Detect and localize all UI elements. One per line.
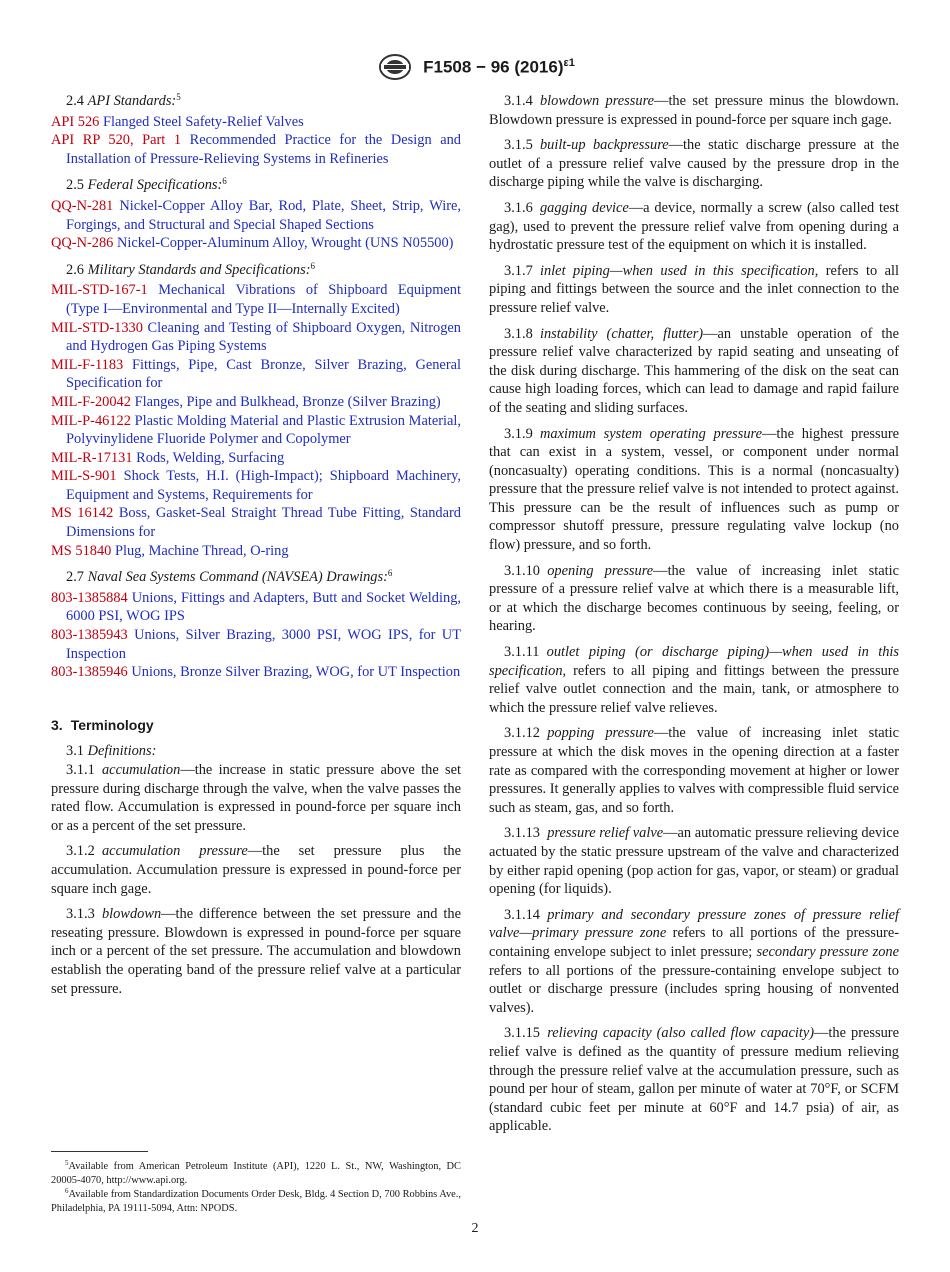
reference-title: Plastic Molding Material and Plastic Extrusion Material, Polyvinylidene Fluoride Polymer and Copolymer (66, 412, 461, 448)
astm-logo-icon (375, 52, 415, 82)
section-title: Military Standards and Specifications: (87, 261, 311, 278)
section-heading (66, 176, 461, 195)
terminology-number: 3. (51, 716, 63, 733)
reference-code: MIL-STD-1330 (51, 319, 143, 336)
definition-term: popping pressure (547, 725, 654, 742)
section-title: Federal Specifications: (87, 177, 223, 194)
definition-number: 3.1.12 (504, 725, 540, 742)
definition-text: —the value of increasing inlet static pressure of a pressure relief valve at which there is a measurable lift, or at which the discharge becomes continuous by seeing, feeling, or hearing. (489, 562, 899, 635)
definition-text: —the highest pressure that can exist in a system, vessel, or component under normal (noncasualty) operating conditions. This is a normal (noncasualty) pressure that the pressure relief valve is not intended to protect against. This pressure can be the result of influences such as pump or compressor shutoff pressure, pressure regulating valve lockup (no flow) pressure, and so forth. (489, 425, 900, 554)
definition-term: gagging device (539, 199, 629, 216)
definition-text: —an unstable operation of the pressure relief valve characterized by rapid seating and unseating of the disk during discharge. This hammering of the disk on the seat can cause high loading forces, which can lead to damage and rapid failure of the seating and sliding surfaces. (489, 325, 900, 416)
spacer (51, 168, 461, 176)
reference-item (51, 589, 461, 626)
definition-number: 3.1.13 (504, 825, 540, 842)
section-number: 2.5 (66, 177, 84, 194)
reference-code: MIL-F-20042 (51, 393, 131, 410)
definition-term: secondary pressure zone (756, 943, 899, 960)
spacer (51, 682, 461, 690)
footnote-ref: 5 (176, 92, 181, 102)
page-header (0, 52, 950, 82)
definition-text: —the value of increasing inlet static pressure at which the disk moves in the opening direction at a faster rate as compared with the corresponding movement at higher or lower pressures. It generally applies to valves with compressible fluid service such as steam, gas, and so forth. (489, 725, 900, 816)
section-number: 2.4 (66, 93, 84, 109)
reference-title: Boss, Gasket-Seal Straight Thread Tube Fitting, Standard Dimensions for (66, 505, 461, 541)
footnotes (51, 1160, 461, 1216)
reference-item (51, 449, 461, 468)
definition-paragraph (489, 199, 899, 255)
definition-text: refers to all portions of the pressure-containing envelope subject to outlet or discharge pressure (includes spring housing of nonvented valves). (489, 962, 899, 1016)
definition-term: accumulation pressure (101, 843, 248, 860)
reference-code: QQ-N-281 (51, 197, 114, 214)
reference-item (51, 356, 461, 393)
definition-text: —the increase in static pressure above the set pressure during discharge through the valve, when the valve passes the rated flow. Accumulation is expressed in pound-force per square inch or as a percent of the set pressure. (51, 762, 461, 834)
reference-title: Plug, Machine Thread, O-ring (114, 542, 289, 559)
reference-item (51, 113, 461, 132)
designation: F1508 − 96 $(2016)^{\varepsilon 1}$ (423, 56, 575, 77)
reference-item (51, 542, 461, 561)
definition-text: —the static discharge pressure at the outlet of a pressure relief valve caused by the pressure drop in the discharge piping while the valve is discharging. (489, 137, 899, 191)
definition-number: 3.1.8 (504, 325, 533, 342)
reference-title: Flanged Steel Safety-Relief Valves (102, 113, 304, 130)
reference-title: Fittings, Pipe, Cast Bronze, Silver Brazing, General Specification for (66, 356, 461, 392)
definition-term: primary and secondary pressure zones of pressure relief valve—primary pressure zone (489, 906, 899, 942)
definition-paragraph (489, 425, 899, 555)
reference-item (51, 626, 461, 663)
definition-term: built-up backpressure (539, 137, 669, 154)
definition-term: pressure relief valve (547, 825, 664, 842)
reference-title: Unions, Fittings and Adapters, Butt and Socket Welding, 6000 PSI, WOG IPS (66, 589, 461, 625)
reference-code: 803-1385884 (51, 589, 128, 606)
reference-code: 803-1385946 (51, 664, 128, 681)
reference-code: MIL-S-901 (51, 468, 117, 485)
section-heading (66, 92, 461, 111)
definition-text: , refers to all piping and fittings between the pressure relief valve outlet connection and the main, tank, or atmosphere to which the pressure relief valve relieves. (489, 662, 899, 716)
terminology-heading (51, 716, 461, 735)
definition-paragraph (489, 92, 899, 129)
definition-term: opening pressure (547, 562, 654, 579)
definitions-number: 3.1 (66, 743, 84, 760)
footnote-number: 6 (65, 1187, 69, 1195)
reference-title: Unions, Bronze Silver Brazing, WOG, for UT Inspection (131, 664, 461, 681)
definition-term: blowdown pressure (539, 93, 655, 109)
definition-term: instability (chatter, flutter) (539, 325, 704, 342)
definition-term: blowdown (101, 906, 162, 923)
reference-item (51, 504, 461, 541)
section-heading (66, 261, 461, 280)
definition-text: , refers to all piping and fittings between the source and the inlet connection to the pressure relief valve. (489, 262, 899, 316)
footnote-text: Available from Standardization Documents Order Desk, Bldg. 4 Section D, 700 Robbins Ave., Philadelphia, PA 19111-5094, Attn: NPODS. (51, 1189, 461, 1214)
definition-number: 3.1.10 (504, 562, 540, 579)
reference-code: MS 51840 (51, 542, 112, 559)
definition-paragraph (489, 262, 899, 318)
definition-text: —the set pressure plus the accumulation. Accumulation pressure is expressed in pound-force per square inch gage. (51, 843, 461, 897)
reference-item (51, 393, 461, 412)
definition-number: 3.1.1 (66, 762, 95, 778)
definition-paragraph (51, 905, 461, 998)
footnote-ref: 6 (387, 568, 393, 579)
definition-text: —the difference between the set pressure and the reseating pressure. Blowdown is expressed in pound-force per square inch or a percent of the set pressure. The accumulation and blowdown establish the operating band of the pressure relief valve at a particular set pressure. (51, 906, 461, 997)
reference-item (51, 319, 461, 356)
section-title: Naval Sea Systems Command (NAVSEA) Drawings: (87, 569, 388, 586)
reference-title: Nickel-Copper-Aluminum Alloy, Wrought (UNS N05500) (116, 235, 454, 252)
footnote-ref: 6 (222, 176, 227, 187)
left-column (51, 92, 461, 1005)
section-number: 2.7 (66, 569, 84, 586)
page-number: 2 (471, 1221, 479, 1236)
reference-code: MIL-F-1183 (51, 356, 124, 373)
definition-paragraph (489, 724, 899, 817)
reference-item (51, 131, 461, 168)
reference-title: Cleaning and Testing of Shipboard Oxygen, Nitrogen and Hydrogen Gas Piping Systems (66, 319, 461, 355)
definition-text: —the pressure relief valve is defined as the quantity of pressure medium relieving through the pressure relief valve at the accumulation pressure, such as pound per hour of steam, gallon per minute of water at 70°F, or SCFM (standard cubic feet per minute at 60°F and 14.7 psia) of air, as applicable. (489, 1025, 899, 1135)
section-heading (66, 568, 461, 587)
reference-code: MS 16142 (51, 505, 114, 522)
definition-number: 3.1.3 (66, 906, 95, 923)
definition-number: 3.1.2 (66, 843, 95, 860)
footnote-rule (51, 1151, 148, 1152)
definition-text: —an automatic pressure relieving device actuated by the static pressure upstream of the valve and characterized by either rapid opening (pop action for gas, vapor, or steam) or gradual opening (for liquids). (489, 825, 899, 898)
definition-paragraph (489, 136, 899, 192)
definition-term: inlet piping—when used in this specification (539, 262, 815, 279)
definition-term: relieving capacity (also called flow capacity) (547, 1025, 815, 1042)
footnote-number: 5 (65, 1159, 69, 1167)
reference-title: Unions, Silver Brazing, 3000 PSI, WOG IPS, for UT Inspection (66, 627, 461, 662)
definition-number: 3.1.6 (504, 199, 533, 216)
reference-title: Rods, Welding, Surfacing (136, 449, 285, 466)
terminology-title: Terminology (70, 716, 154, 733)
reference-title: Recommended Practice for the Design and Installation of Pressure-Relieving Systems in Refineries (66, 132, 461, 167)
definition-number: 3.1.7 (504, 262, 533, 279)
definition-paragraph (51, 761, 461, 835)
definition-paragraph (51, 842, 461, 898)
right-column (489, 92, 899, 1143)
spacer (51, 560, 461, 568)
definition-text: refers to all portions of the pressure-containing envelope subject to inlet pressure; (489, 925, 900, 960)
definition-number: 3.1.15 (504, 1025, 540, 1042)
reference-item (51, 197, 461, 234)
reference-code: MIL-P-46122 (51, 412, 131, 429)
reference-code: QQ-N-286 (51, 235, 114, 252)
reference-code: 803-1385943 (51, 627, 128, 644)
definition-paragraph (489, 824, 899, 898)
definition-term: maximum system operating pressure (539, 425, 763, 442)
footnote-text: Available from American Petroleum Institute (API), 1220 L. St., NW, Washington, DC 20005-4070, http://www.api.org. (51, 1161, 461, 1186)
footnote-ref: 6 (310, 260, 316, 271)
footnote (51, 1188, 461, 1215)
definition-text: —the set pressure minus the blowdown. Blowdown pressure is expressed in pound-force per square inch gage. (489, 93, 899, 128)
definition-paragraph (489, 325, 899, 418)
reference-item (51, 467, 461, 504)
definition-number: 3.1.9 (504, 425, 533, 442)
definitions-heading (66, 742, 461, 761)
definition-number: 3.1.11 (504, 644, 540, 661)
reference-title: Shock Tests, H.I. (High-Impact); Shipboard Machinery, Equipment and Systems, Requirements for (66, 468, 461, 503)
reference-item (51, 663, 461, 682)
reference-code: MIL-STD-167-1 (51, 282, 148, 299)
definition-paragraph (489, 1024, 899, 1136)
section-number: 2.6 (66, 261, 84, 278)
definition-paragraph (489, 643, 899, 717)
reference-code: API 526 (51, 113, 100, 130)
spacer (51, 253, 461, 261)
section-title: API Standards: (87, 93, 177, 109)
reference-title: Flanges, Pipe and Bulkhead, Bronze (Silver Brazing) (134, 393, 441, 410)
reference-item (51, 234, 461, 253)
definition-number: 3.1.14 (504, 906, 540, 923)
reference-title: Mechanical Vibrations of Shipboard Equipment (Type I—Environmental and Type II—Internally Excited) (66, 282, 461, 317)
definition-paragraph (489, 906, 899, 1018)
reference-title: Nickel-Copper Alloy Bar, Rod, Plate, Sheet, Strip, Wire, Forgings, and Structural and Special Shaped Sections (66, 197, 461, 233)
definitions-title: Definitions: (87, 743, 157, 760)
definition-text: —a device, normally a screw (also called test gag), used to prevent the pressure relief valve from opening during a hydrostatic pressure test of the equipment on which it is installed. (489, 199, 900, 254)
reference-code: MIL-R-17131 (51, 449, 133, 466)
definition-term: accumulation (101, 762, 181, 778)
definition-number: 3.1.5 (504, 137, 533, 154)
definition-term: outlet piping (or discharge piping)—when used in this specification (489, 644, 899, 679)
definition-paragraph (489, 562, 899, 636)
reference-item (51, 281, 461, 318)
definition-number: 3.1.4 (504, 93, 533, 109)
reference-item (51, 412, 461, 449)
reference-code: API RP 520, Part 1 (51, 132, 182, 149)
footnote (51, 1160, 461, 1187)
